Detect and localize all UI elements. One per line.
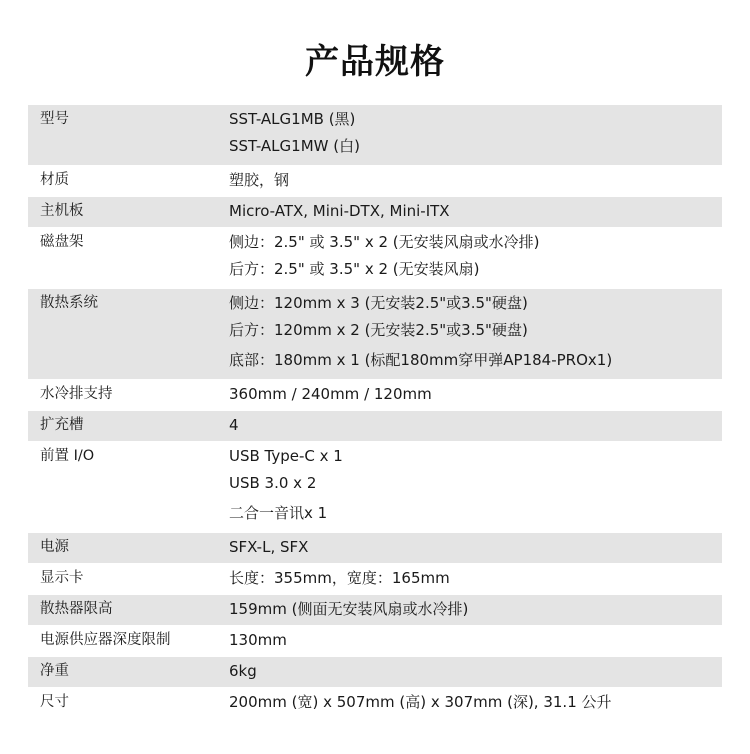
spec-row [28,380,722,410]
spec-values [229,536,722,559]
spec-row [28,595,722,625]
spec-row [28,228,722,288]
spec-values [229,414,722,437]
spec-value: 200mm (宽) x 507mm (高) x 307mm (深), 31.1 公升 [229,693,612,711]
spec-table [28,105,722,719]
spec-value: 后方：120mm x 2 (无安装2.5"或3.5"硬盘) [229,321,528,339]
spec-row [28,564,722,594]
spec-value: 底部：180mm x 1 (标配180mm穿甲弹AP184-PROx1) [229,351,613,369]
spec-value: USB Type-C x 1 [229,447,343,465]
spec-label: 扩充槽 [40,417,84,433]
spec-label: 水冷排支持 [40,386,113,402]
spec-label: 净重 [40,663,69,679]
spec-value: 二合一音讯x 1 [229,504,328,522]
spec-values [229,445,722,528]
spec-row [28,105,722,165]
spec-value: 360mm / 240mm / 120mm [229,385,432,403]
spec-value: Micro-ATX, Mini-DTX, Mini-ITX [229,202,450,220]
spec-label: 前置 I/O [40,448,95,464]
spec-values [229,169,722,192]
spec-values [229,629,722,652]
spec-value: SST-ALG1MB (黑) [229,110,356,128]
spec-value: USB 3.0 x 2 [229,474,317,492]
spec-row [28,533,722,563]
spec-value: 后方：2.5" 或 3.5" x 2 (无安装风扇) [229,260,480,278]
spec-label: 主机板 [40,203,84,219]
spec-row [28,688,722,718]
spec-row [28,197,722,227]
spec-value: 130mm [229,631,287,649]
spec-values [229,200,722,223]
spec-row [28,657,722,687]
spec-value: 6kg [229,662,257,680]
spec-label: 显示卡 [40,570,84,586]
spec-values [229,383,722,406]
spec-value: 塑胶，钢 [229,171,290,189]
spec-label: 尺寸 [40,694,69,710]
page-title: 产品规格 [305,42,445,82]
spec-values [229,231,722,284]
spec-values [229,108,722,161]
spec-values [229,660,722,683]
spec-value: 4 [229,416,239,434]
spec-values [229,567,722,590]
spec-label: 磁盘架 [40,234,84,250]
spec-row [28,442,722,532]
spec-row [28,166,722,196]
spec-values [229,691,722,714]
spec-label: 散热器限高 [40,601,113,617]
spec-row [28,289,722,379]
spec-label: 电源 [40,539,69,555]
spec-row [28,626,722,656]
spec-value: 长度：355mm，宽度：165mm [229,569,450,587]
spec-row [28,411,722,441]
spec-label: 型号 [40,111,69,127]
spec-values [229,598,722,621]
spec-value: SFX-L, SFX [229,538,309,556]
spec-value: SST-ALG1MW (白) [229,137,360,155]
spec-label: 电源供应器深度限制 [40,632,171,648]
spec-values [229,292,722,375]
spec-label: 材质 [40,172,69,188]
spec-value: 侧边：2.5" 或 3.5" x 2 (无安装风扇或水冷排) [229,233,540,251]
spec-label: 散热系统 [40,295,98,311]
spec-value: 159mm (侧面无安装风扇或水冷排) [229,600,469,618]
spec-value: 侧边：120mm x 3 (无安装2.5"或3.5"硬盘) [229,294,528,312]
